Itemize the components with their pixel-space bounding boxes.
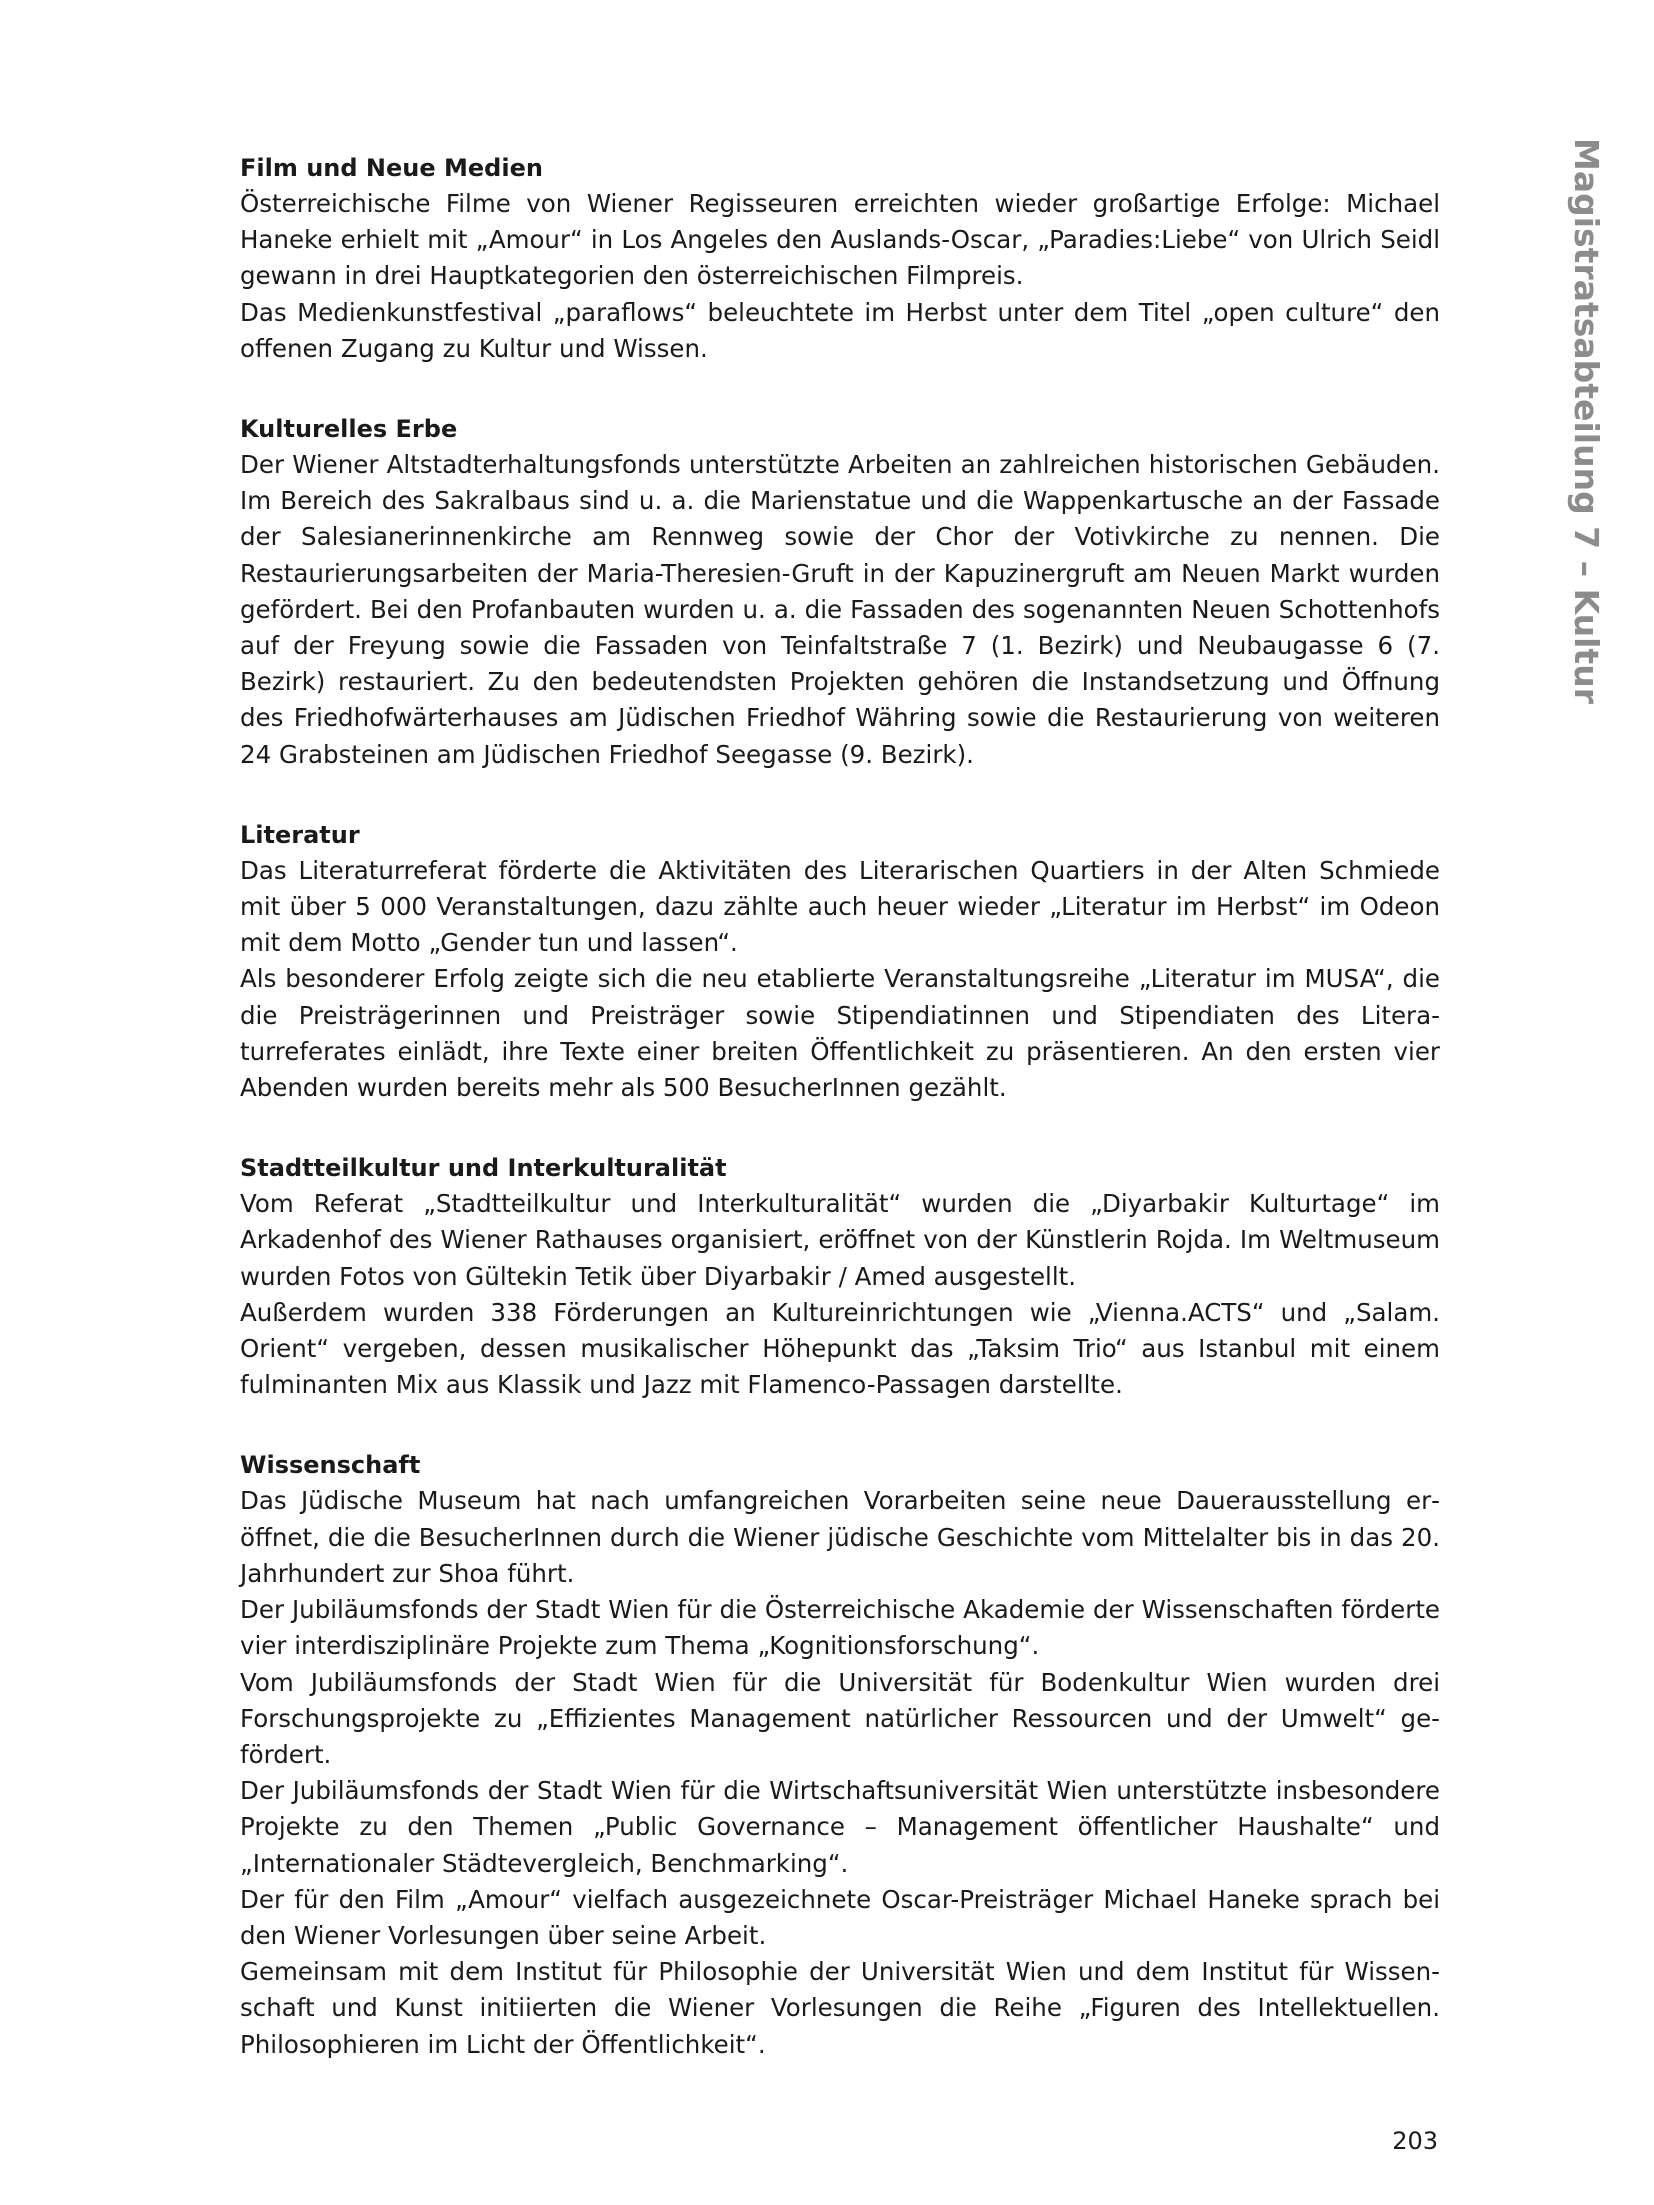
section-kulturelles-erbe — [240, 411, 1440, 773]
section-heading: Wissenschaft — [240, 1451, 421, 1480]
paragraph: Vom Jubiläumsfonds der Stadt Wien für die Universität für Bodenkultur Wien wurden drei Forschungsprojekte zu „Effizientes Management natürlicher Ressourcen und der Umwelt“ gefördert. — [240, 1667, 1440, 1769]
section-heading: Literatur — [240, 820, 360, 849]
paragraph: Der Wiener Altstadterhaltungsfonds unterstützte Arbeiten an zahlreichen historischen Gebäuden. Im Bereich des Sakralbaus sind u. a. die Marienstatue und die Wappenkartusche an der Fassade der Salesianerinnenkirche am Rennweg sowie der Chor der Votivkirche zu nennen. Die Restaurierungsarbeiten der Maria-Theresien-Gruft in der Kapuzinergruft am Neuen Markt wurden gefördert. Bei den Profanbauten wurden u. a. die Fassaden des sogenannten Neuen Schottenhofs auf der Freyung sowie die Fassaden von Teinfaltstraße 7 (1. Bezirk) und Neubaugasse 6 (7. Bezirk) restauriert. Zu den bedeutendsten Projekten gehören die Instandsetzung und Öffnung des Friedhofwärterhauses am Jüdischen Friedhof Währing sowie die Restaurierung von weiteren 24 Grabsteinen am Jüdischen Friedhof Seegasse (9. Bezirk). — [240, 450, 1440, 769]
paragraph: Das Medienkunstfestival „paraflows“ beleuchtete im Herbst unter dem Titel „open culture“ den offenen Zugang zu Kultur und Wissen. — [240, 297, 1440, 363]
paragraph: Der Jubiläumsfonds der Stadt Wien für die Österreichische Akademie der Wissenschaften förderte vier interdisziplinäre Projekte zum Thema „Kognitionsforschung“. — [240, 1595, 1440, 1661]
paragraph: Österreichische Filme von Wiener Regisseuren erreichten wieder großartige Erfolge: Michael Haneke erhielt mit „Amour“ in Los Angeles den Auslands-Oscar, „Paradies:Liebe“ von Ulrich Seidl gewann in drei Hauptkategorien den österreichischen Filmpreis. — [240, 189, 1440, 291]
paragraph: Der für den Film „Amour“ vielfach ausgezeichnete Oscar-Preisträger Michael Haneke sprach bei den Wiener Vorlesungen über seine Arbeit. — [240, 1884, 1440, 1950]
section-film-neue-medien — [240, 150, 1440, 367]
paragraph: Das Literaturreferat förderte die Aktivitäten des Literarischen Quartiers in der Alten Schmiede mit über 5 000 Veranstaltungen, dazu zählte auch heuer wieder „Literatur im Herbst“ im Odeon mit dem Motto „Gender tun und lassen“. — [240, 855, 1440, 958]
paragraph: Das Jüdische Museum hat nach umfangreichen Vorarbeiten seine neue Dauerausstellung eröffnet, die die BesucherInnen durch die Wiener jüdische Geschichte vom Mittelalter bis in das 20. Jahrhundert zur Shoa führt. — [240, 1486, 1440, 1588]
section-heading: Kulturelles Erbe — [240, 415, 458, 444]
paragraph: Gemeinsam mit dem Institut für Philosophie der Universität Wien und dem Institut für Wissenschaft und Kunst initiierten die Wiener Vorlesungen die Reihe „Figuren des Intellektuellen. Philosophieren im Licht der Öffentlichkeit“. — [240, 1957, 1440, 2059]
paragraph: Der Jubiläumsfonds der Stadt Wien für die Wirtschaftsuniversität Wien unterstützte insbesondere Projekte zu den Themen „Public Governance – Management öffentlicher Haushalte“ und „Internationaler Städtevergleich, Benchmarking“. — [240, 1776, 1440, 1878]
section-wissenschaft — [240, 1447, 1440, 2062]
section-heading: Stadtteilkultur und Interkulturalität — [240, 1154, 727, 1183]
section-literatur — [240, 817, 1440, 1106]
section-heading: Film und Neue Medien — [240, 154, 543, 182]
paragraph: Als besonderer Erfolg zeigte sich die neu etablierte Veranstaltungsreihe „Literatur im MUSA“, die die Preisträgerinnen und Preisträger sowie Stipendiatinnen und Stipendiaten des Literaturreferates einlädt, ihre Texte einer breiten Öffentlichkeit zu präsentieren. An den ersten vier Abenden wurden bereits mehr als 500 BesucherInnen gezählt. — [240, 964, 1440, 1103]
document-body — [240, 150, 1440, 2107]
paragraph: Vom Referat „Stadtteilkultur und Interkulturalität“ wurden die „Diyarbakir Kulturtage“ im Arkadenhof des Wiener Rathauses organisiert, eröffnet von der Künstlerin Rojda. Im Weltmuseum wurden Fotos von Gültekin Tetik über Diyarbakir / Amed ausgestellt. — [240, 1189, 1440, 1291]
section-stadtteilkultur — [240, 1150, 1440, 1403]
page-number: 203 — [1392, 2127, 1438, 2155]
side-chapter-title: Magistratsabteilung 7 – Kultur — [1567, 138, 1606, 704]
paragraph: Außerdem wurden 338 Förderungen an Kultureinrichtungen wie „Vienna.ACTS“ und „Salam. Orient“ vergeben, dessen musikalischer Höhepunkt das „Taksim Trio“ aus Istanbul mit einem fulminanten Mix aus Klassik und Jazz mit Flamenco-Passagen darstellte. — [240, 1297, 1440, 1400]
